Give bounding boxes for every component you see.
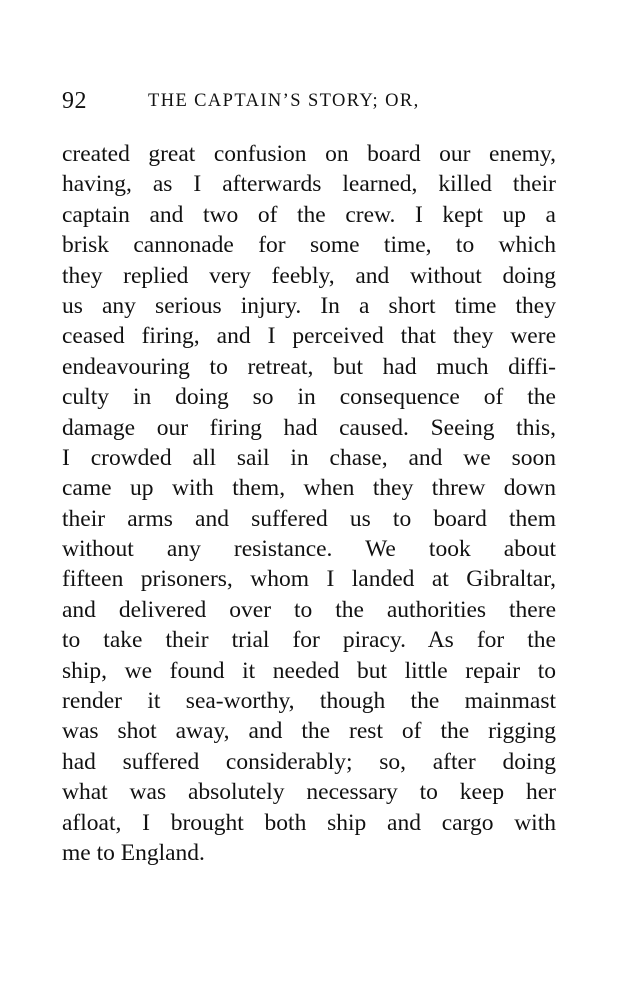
text-line: created great confusion on board our enemy, <box>62 141 556 167</box>
text-line: culty in doing so in consequence of the <box>62 384 556 411</box>
text-line: came up with them, when they threw down <box>62 475 556 502</box>
text-line: afloat, I brought both ship and cargo with <box>62 809 556 836</box>
text-line-last: me to England. <box>62 839 205 866</box>
text-line: their arms and suffered us to board them <box>62 505 556 532</box>
text-line: and delivered over to the authorities there <box>62 596 556 623</box>
text-line: they replied very feebly, and without doing <box>62 262 556 289</box>
text-line: render it sea-worthy, though the mainmast <box>62 688 556 715</box>
running-head: THE CAPTAIN’S STORY; OR, <box>148 91 420 111</box>
text-line: damage our firing had caused. Seeing this, <box>62 414 556 441</box>
text-line: ceased firing, and I perceived that they were <box>62 323 556 350</box>
text-line: what was absolutely necessary to keep her <box>62 779 556 806</box>
page-header <box>62 84 562 118</box>
text-line: ship, we found it needed but little repair to <box>62 657 556 684</box>
text-line: was shot away, and the rest of the rigging <box>62 718 556 745</box>
body-text <box>62 139 556 868</box>
text-line: having, as I afterwards learned, killed their <box>62 171 556 198</box>
text-line: captain and two of the crew. I kept up a <box>62 201 556 228</box>
text-line: without any resistance. We took about <box>62 536 556 563</box>
text-line: I crowded all sail in chase, and we soon <box>62 444 556 471</box>
text-line: brisk cannonade for some time, to which <box>62 232 556 259</box>
page-number: 92 <box>62 88 87 114</box>
text-line: had suffered considerably; so, after doing <box>62 748 556 775</box>
text-line: to take their trial for piracy. As for the <box>62 627 556 654</box>
text-line: endeavouring to retreat, but had much diffi- <box>62 353 556 380</box>
text-line: us any serious injury. In a short time they <box>62 292 556 319</box>
text-line: fifteen prisoners, whom I landed at Gibraltar, <box>62 566 556 593</box>
